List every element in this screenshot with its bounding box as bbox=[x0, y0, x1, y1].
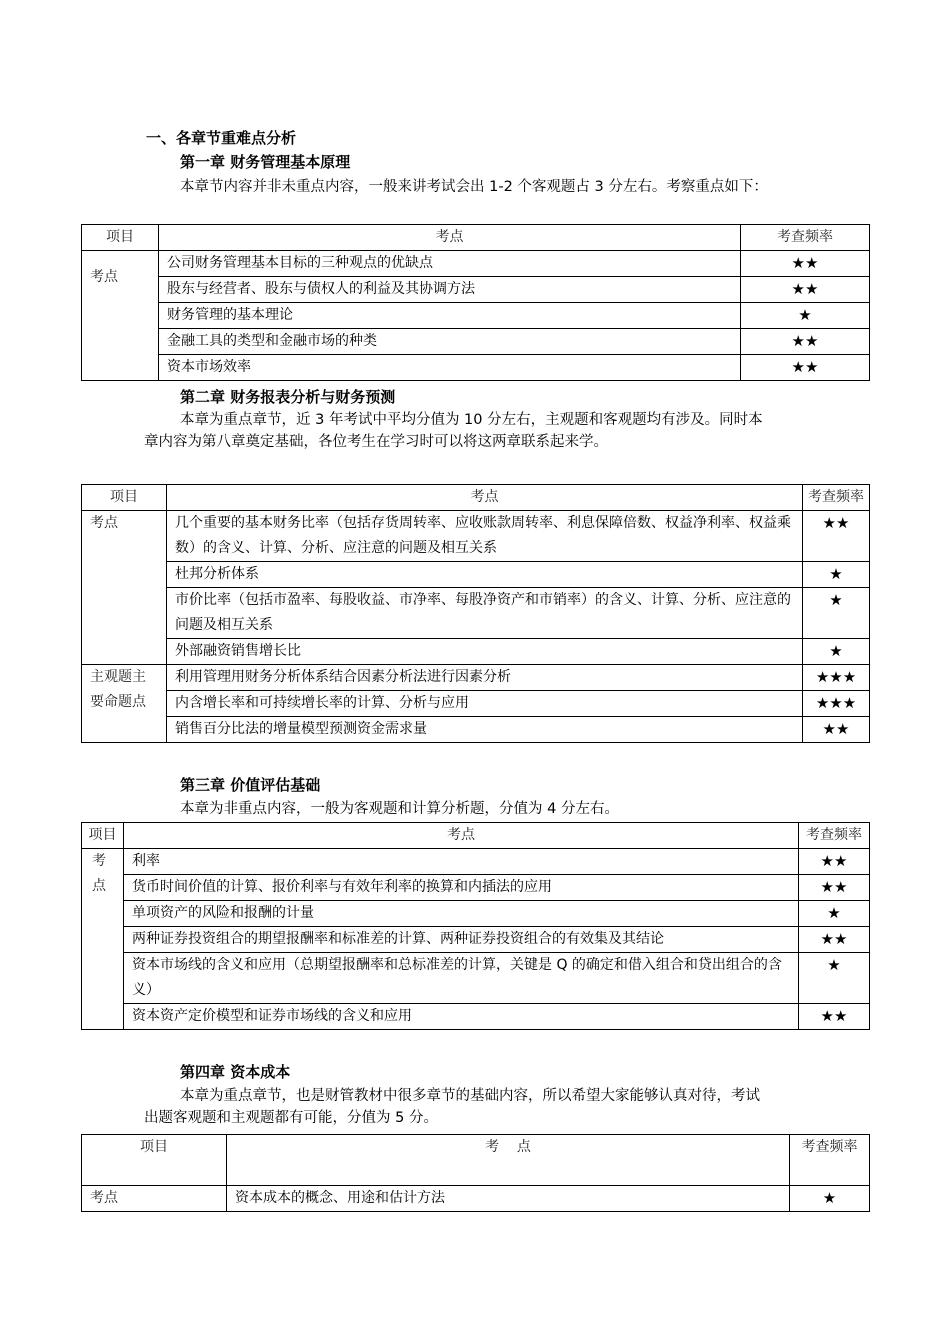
table-header-row bbox=[82, 485, 870, 511]
table-row bbox=[82, 588, 870, 639]
chapter1-table bbox=[81, 224, 870, 381]
point-cell: 销售百分比法的增量模型预测资金需求量 bbox=[167, 717, 803, 743]
freq-cell: ★★ bbox=[741, 251, 870, 277]
table-row bbox=[82, 927, 870, 953]
freq-cell: ★★ bbox=[741, 329, 870, 355]
header-freq: 考查频率 bbox=[790, 1135, 870, 1186]
freq-cell: ★ bbox=[803, 562, 870, 588]
table-row bbox=[82, 691, 870, 717]
freq-cell: ★ bbox=[741, 303, 870, 329]
freq-cell: ★★★ bbox=[803, 665, 870, 691]
point-cell: 资本市场效率 bbox=[159, 355, 741, 381]
chapter1-title: 第一章 财务管理基本原理 bbox=[180, 153, 351, 171]
freq-cell: ★★★ bbox=[803, 691, 870, 717]
freq-cell: ★ bbox=[799, 953, 870, 1004]
point-cell: 单项资产的风险和报酬的计量 bbox=[124, 901, 799, 927]
chapter4-intro: 本章为重点章节，也是财管教材中很多章节的基础内容，所以希望大家能够认真对待，考试出题客观题和主观题都有可能，分值为 5 分。 bbox=[144, 1088, 760, 1126]
header-freq: 考查频率 bbox=[803, 485, 870, 511]
group-label: 考点 bbox=[82, 1186, 227, 1212]
point-cell: 货币时间价值的计算、报价利率与有效年利率的换算和内插法的应用 bbox=[124, 875, 799, 901]
freq-cell: ★★ bbox=[803, 717, 870, 743]
freq-cell: ★ bbox=[790, 1186, 870, 1212]
header-freq: 考查频率 bbox=[741, 225, 870, 251]
header-freq: 考查频率 bbox=[799, 823, 870, 849]
chapter4-table bbox=[81, 1134, 870, 1212]
group-label: 考点 bbox=[82, 511, 167, 665]
point-cell: 利率 bbox=[124, 849, 799, 875]
freq-cell: ★★ bbox=[799, 927, 870, 953]
table-header-row bbox=[82, 225, 870, 251]
freq-cell: ★★ bbox=[741, 277, 870, 303]
header-item: 项目 bbox=[82, 823, 124, 849]
table-row bbox=[82, 1004, 870, 1030]
freq-cell: ★★ bbox=[799, 875, 870, 901]
table-row bbox=[82, 639, 870, 665]
point-cell: 财务管理的基本理论 bbox=[159, 303, 741, 329]
point-cell: 内含增长率和可持续增长率的计算、分析与应用 bbox=[167, 691, 803, 717]
table-row bbox=[82, 251, 870, 277]
point-cell: 利用管理用财务分析体系结合因素分析法进行因素分析 bbox=[167, 665, 803, 691]
point-cell: 资本成本的概念、用途和估计方法 bbox=[227, 1186, 790, 1212]
point-cell: 市价比率（包括市盈率、每股收益、市净率、每股净资产和市销率）的含义、计算、分析、应注意的问题及相互关系 bbox=[167, 588, 803, 639]
table-row bbox=[82, 511, 870, 562]
table-row bbox=[82, 953, 870, 1004]
freq-cell: ★ bbox=[803, 588, 870, 639]
freq-cell: ★ bbox=[803, 639, 870, 665]
point-cell: 外部融资销售增长比 bbox=[167, 639, 803, 665]
section-heading: 一、各章节重难点分析 bbox=[146, 129, 297, 147]
table-row bbox=[82, 355, 870, 381]
freq-cell: ★★ bbox=[799, 849, 870, 875]
table-row bbox=[82, 665, 870, 691]
table-header-row bbox=[82, 823, 870, 849]
header-point: 考点 bbox=[124, 823, 799, 849]
freq-cell: ★★ bbox=[741, 355, 870, 381]
header-point: 考点 bbox=[167, 485, 803, 511]
freq-cell: ★★ bbox=[803, 511, 870, 562]
table-row bbox=[82, 901, 870, 927]
table-row bbox=[82, 875, 870, 901]
point-cell: 几个重要的基本财务比率（包括存货周转率、应收账款周转率、利息保障倍数、权益净利率、权益乘数）的含义、计算、分析、应注意的问题及相互关系 bbox=[167, 511, 803, 562]
group-label: 主观题主要命题点 bbox=[82, 665, 167, 743]
group-label: 考点 bbox=[82, 251, 159, 381]
freq-cell: ★★ bbox=[799, 1004, 870, 1030]
header-item: 项目 bbox=[82, 485, 167, 511]
point-cell: 资本市场线的含义和应用（总期望报酬率和总标准差的计算，关键是 Q 的确定和借入组合和贷出组合的含义） bbox=[124, 953, 799, 1004]
chapter4-title: 第四章 资本成本 bbox=[180, 1063, 291, 1081]
chapter2-intro: 本章为重点章节，近 3 年考试中平均分值为 10 分左右，主观题和客观题均有涉及。同时本章内容为第八章奠定基础，各位考生在学习时可以将这两章联系起来学。 bbox=[144, 412, 763, 450]
table-row bbox=[82, 303, 870, 329]
table-row bbox=[82, 717, 870, 743]
header-point: 考 点 bbox=[227, 1135, 790, 1186]
point-cell: 杜邦分析体系 bbox=[167, 562, 803, 588]
header-point: 考点 bbox=[159, 225, 741, 251]
table-row bbox=[82, 1186, 870, 1212]
group-label: 考点 bbox=[82, 849, 124, 1030]
chapter3-table bbox=[81, 822, 870, 1030]
chapter2-title: 第二章 财务报表分析与财务预测 bbox=[180, 388, 396, 406]
header-item: 项目 bbox=[82, 1135, 227, 1186]
chapter2-table bbox=[81, 484, 870, 743]
table-row bbox=[82, 562, 870, 588]
point-cell: 股东与经营者、股东与债权人的利益及其协调方法 bbox=[159, 277, 741, 303]
chapter3-intro: 本章为非重点内容，一般为客观题和计算分析题，分值为 4 分左右。 bbox=[180, 801, 619, 817]
point-cell: 公司财务管理基本目标的三种观点的优缺点 bbox=[159, 251, 741, 277]
point-cell: 资本资产定价模型和证券市场线的含义和应用 bbox=[124, 1004, 799, 1030]
point-cell: 金融工具的类型和金融市场的种类 bbox=[159, 329, 741, 355]
chapter3-title: 第三章 价值评估基础 bbox=[180, 776, 321, 794]
table-row bbox=[82, 329, 870, 355]
point-cell: 两种证券投资组合的期望报酬率和标准差的计算、两种证券投资组合的有效集及其结论 bbox=[124, 927, 799, 953]
freq-cell: ★ bbox=[799, 901, 870, 927]
table-row bbox=[82, 277, 870, 303]
table-header-row bbox=[82, 1135, 870, 1186]
chapter1-intro: 本章节内容并非未重点内容，一般来讲考试会出 1-2 个客观题占 3 分左右。考察重点如下： bbox=[180, 179, 768, 195]
table-row bbox=[82, 849, 870, 875]
header-item: 项目 bbox=[82, 225, 159, 251]
